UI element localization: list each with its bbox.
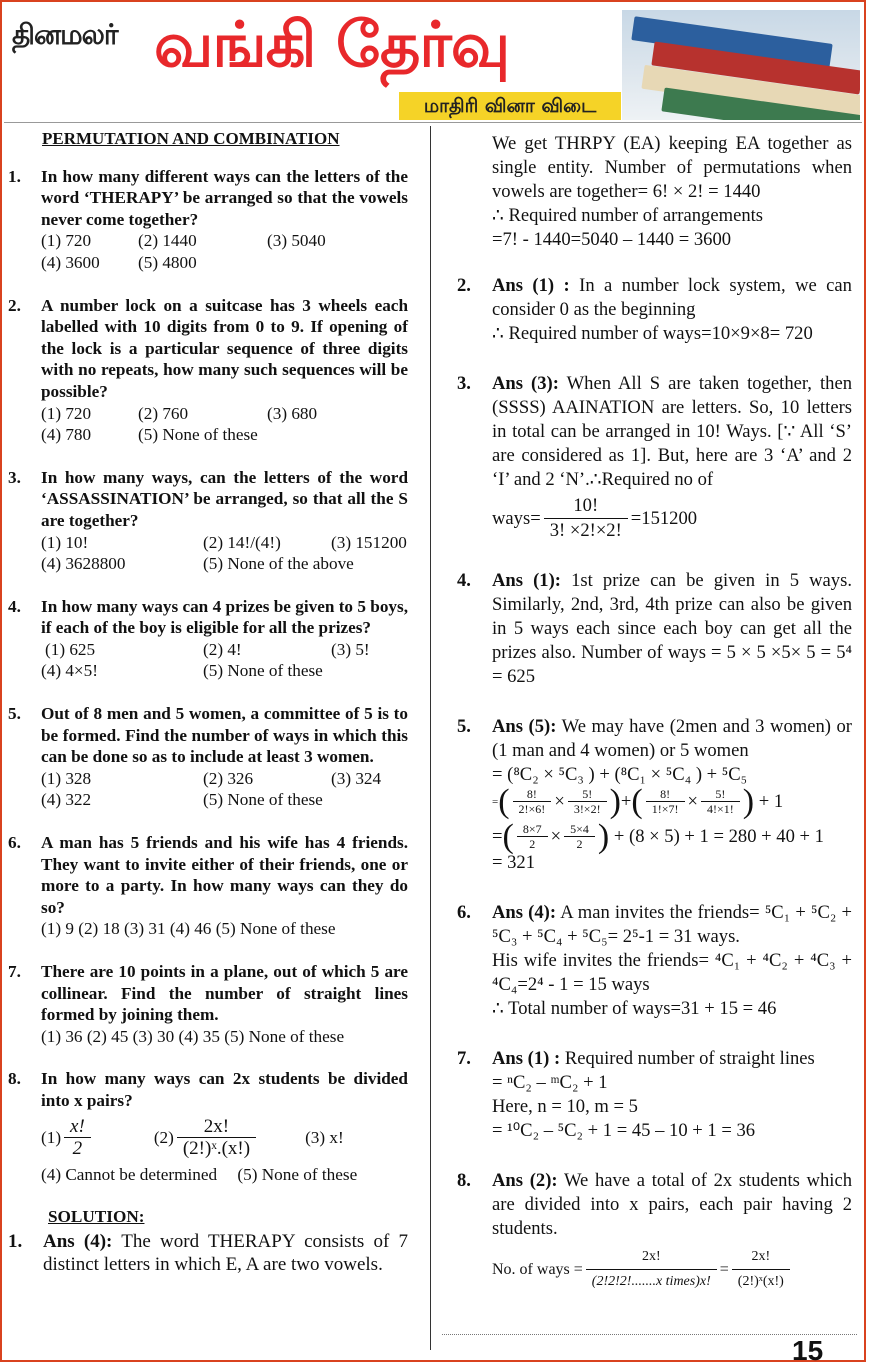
- option: (1) 720: [41, 403, 92, 423]
- formula: = ( $\frac{8!}{2!\times 6!}$ × $\frac{5!}{3!\times 2!}$ ) + ( $\frac{8!}{1!\times 7!}$ × $\frac{5!}{4!\times 1!}$ ) + 1: [492, 782, 784, 820]
- formula: [492, 1245, 852, 1294]
- question-6: [8, 832, 408, 940]
- option: (5) None of the above: [203, 554, 354, 574]
- option: (3) 5040: [267, 231, 326, 251]
- question-1: [8, 166, 408, 274]
- banner-title: வங்கி தேர்வு: [154, 8, 510, 81]
- option: (4) 780: [41, 425, 92, 445]
- fraction: [64, 1116, 91, 1160]
- answer-text: A man invites the friends= ⁵C₁ + ⁵C₂ + ⁵C₃ + ⁵C₄ + ⁵C₅= 2⁵-1 = 31 ways.: [492, 902, 852, 947]
- question-text: In how many different ways can the letters of the word ‘THERAPY’ be arranged so that the vowels never come together?: [41, 166, 408, 229]
- question-4: [8, 596, 408, 682]
- options: [41, 768, 408, 811]
- option: (1) 625: [45, 639, 96, 659]
- answer-4: [457, 569, 852, 689]
- fraction: [544, 494, 628, 543]
- question-8: [8, 1068, 408, 1185]
- fraction: [513, 787, 552, 816]
- answer-line: = ⁿC₂ – ᵐC₂ + 1: [492, 1072, 608, 1093]
- question-text: A man has 5 friends and his wife has 4 friends. They want to invite either of their friends, one or more to a party. In how many ways can they do so?: [41, 833, 408, 917]
- column-divider: [430, 126, 431, 1350]
- option: (4) Cannot be determined: [41, 1164, 218, 1184]
- option: (3) x!: [305, 1127, 344, 1147]
- answer-number: 7.: [457, 1048, 471, 1069]
- answer-number: 8.: [457, 1170, 471, 1191]
- answer-line: = 321: [492, 852, 536, 873]
- fraction-options: [41, 1116, 408, 1160]
- answer-text: In a number lock system, we can consider 0 as the beginning: [492, 275, 852, 320]
- option: (1) 10!: [41, 532, 89, 552]
- answer-line: His wife invites the friends= ⁴C₁ + ⁴C₂ + ⁴C₃ + ⁴C₄=2⁴ - 1 = 15 ways: [492, 950, 852, 995]
- question-2: [8, 295, 408, 446]
- question-number: 8.: [8, 1069, 21, 1089]
- option: (2) 4!: [203, 639, 242, 659]
- masthead: [4, 4, 862, 123]
- options: (1) 9 (2) 18 (3) 31 (4) 46 (5) None of these: [41, 919, 336, 939]
- answer-number: 6.: [457, 902, 471, 923]
- answer-text: The word THERAPY consists of 7 distinct letters in which E, A are two vowels.: [43, 1230, 408, 1275]
- question-text: In how many ways can 2x students be divided into x pairs?: [41, 1069, 408, 1110]
- option: (5) None of these: [203, 790, 323, 810]
- denominator: (2!)ˣ(x!): [737, 1274, 784, 1289]
- numerator: 8!: [646, 787, 685, 802]
- option: (3) 151200: [331, 532, 407, 552]
- options: (1) 36 (2) 45 (3) 30 (4) 35 (5) None of these: [41, 1026, 345, 1046]
- option: (3) 324: [331, 768, 382, 788]
- option: (4) 322: [41, 790, 92, 810]
- question-7: [8, 961, 408, 1047]
- answer-3: [457, 372, 852, 543]
- formula-label: ways=: [492, 507, 541, 529]
- fraction: [646, 787, 685, 816]
- denominator: 2: [576, 837, 583, 851]
- option: (3) 5!: [331, 639, 370, 659]
- fraction: [177, 1116, 256, 1160]
- formula-result: =151200: [630, 507, 698, 529]
- question-text: A number lock on a suitcase has 3 wheels each labelled with 10 digits from 0 to 9. If opening of the lock is a particular sequence of three digits with no repeats, how many such sequences will be possible?: [41, 295, 408, 401]
- answer-text: We get THRPY (EA) keeping EA together as single entity. Number of permutations when vowels are together= 6! × 2! = 1440: [492, 133, 852, 202]
- answer-text: We may have (2men and 3 women) or (1 man and 4 women) or 5 women: [492, 716, 853, 761]
- option: (2) 14!/(4!): [203, 532, 281, 552]
- question-number: 2.: [8, 295, 21, 315]
- answer-key: Ans (4):: [43, 1230, 113, 1252]
- answer-5: [457, 715, 852, 875]
- option: (4) 3628800: [41, 554, 126, 574]
- fraction: [568, 787, 607, 816]
- question-number: 6.: [8, 833, 21, 853]
- question-number: 3.: [8, 467, 21, 487]
- dinamalar-logo: தினமலர்: [12, 18, 118, 51]
- question-5: [8, 703, 408, 811]
- books-image: [622, 10, 860, 120]
- option: (5) None of these: [138, 425, 258, 445]
- numerator: 10!: [544, 494, 628, 519]
- answer-line: = (⁸C₂ × ⁵C₃ ) + (⁸C₁ × ⁵C₄ ) + ⁵C₅: [492, 764, 748, 785]
- answer-1: [8, 1230, 408, 1276]
- options: [41, 532, 408, 575]
- option: (5) 4800: [138, 252, 197, 272]
- fraction: [517, 822, 548, 851]
- denominator: (2!)ˣ.(x!): [182, 1138, 251, 1160]
- option: (3) 680: [267, 403, 318, 423]
- answer-7: [457, 1047, 852, 1143]
- answer-number: 2.: [457, 275, 471, 296]
- answer-line: Here, n = 10, m = 5: [492, 1096, 638, 1117]
- answer-key: Ans (3):: [492, 373, 559, 394]
- page-number: 15: [792, 1335, 824, 1366]
- denominator: 2: [529, 837, 536, 851]
- answer-6: [457, 901, 852, 1021]
- questions-column: [8, 128, 408, 1302]
- formula-tail: + (8 × 5) + 1 = 280 + 40 + 1: [613, 825, 824, 847]
- options: [41, 639, 408, 682]
- fraction: [701, 787, 740, 816]
- options: [41, 403, 408, 446]
- solution-heading: SOLUTION:: [48, 1207, 145, 1227]
- question-3: [8, 467, 408, 575]
- banner-subtitle: மாதிரி வினா விடை: [399, 92, 621, 120]
- option: (5) None of these: [237, 1164, 358, 1184]
- numerator: x!: [64, 1116, 91, 1139]
- answer-8: [457, 1169, 852, 1294]
- equals-sign: =: [719, 1260, 729, 1278]
- answer-key: Ans (5):: [492, 716, 557, 737]
- question-number: 4.: [8, 596, 21, 616]
- option: (2) 1440: [138, 231, 197, 251]
- denominator: 4!×1!: [707, 802, 734, 816]
- denominator: 2: [72, 1138, 83, 1160]
- answer-text: We have a total of 2x students which are divided into x pairs, each pair having 2 students.: [492, 1170, 852, 1239]
- numerator: 2x!: [586, 1245, 717, 1270]
- question-text: There are 10 points in a plane, out of which 5 are collinear. Find the number of straight lines formed by joining them.: [41, 962, 408, 1025]
- answer-line: = ¹⁰C₂ – ⁵C₂ + 1 = 45 – 10 + 1 = 36: [492, 1120, 756, 1141]
- option-label: (2): [153, 1127, 174, 1147]
- question-number: 1.: [8, 166, 21, 186]
- option-label: (1): [41, 1127, 62, 1147]
- numerator: 2x!: [732, 1245, 790, 1270]
- question-number: 5.: [8, 704, 21, 724]
- denominator: 3! ×2!×2!: [549, 520, 622, 541]
- answer-line: ∴ Required number of ways=10×9×8= 720: [492, 323, 813, 344]
- answer-key: Ans (1):: [492, 570, 561, 591]
- options: [41, 1164, 408, 1186]
- answer-text: Required number of straight lines: [564, 1048, 815, 1069]
- section-heading: PERMUTATION AND COMBINATION: [42, 129, 340, 148]
- numerator: 5!: [568, 787, 607, 802]
- answer-number: 4.: [457, 570, 471, 591]
- fraction: [732, 1245, 790, 1294]
- answer-text: When All S are taken together, then (SSSS) AAINATION are letters. So, 10 letters in total can be arranged in 10! Ways. [∵ All ‘S’ are considered as 1]. But, here are 3 ‘A’ and 2 ‘I’ and 2 ‘N’.∴Required no of: [492, 373, 852, 490]
- formula: [492, 494, 852, 543]
- answer-key: Ans (1) :: [492, 275, 570, 296]
- answer-key: Ans (1) :: [492, 1048, 561, 1069]
- answer-number: 1.: [8, 1230, 23, 1252]
- answer-line: ∴ Total number of ways=31 + 15 = 46: [492, 998, 777, 1019]
- denominator: 1!×7!: [651, 802, 679, 816]
- question-text: In how many ways, can the letters of the word ‘ASSASSINATION’ be arranged, so that all the S are together?: [41, 467, 408, 530]
- answer-1-continued: [457, 132, 852, 252]
- option: (2) 326: [203, 768, 254, 788]
- option: (1) 720: [41, 231, 92, 251]
- options: [41, 230, 408, 273]
- formula-label: No. of ways =: [492, 1260, 583, 1278]
- fraction: [564, 822, 595, 851]
- answer-key: Ans (4):: [492, 902, 557, 923]
- denominator: 2!×6!: [518, 802, 546, 816]
- solutions-column: [457, 132, 852, 1320]
- formula-tail: + 1: [758, 790, 784, 812]
- numerator: 8!: [513, 787, 552, 802]
- question-text: Out of 8 men and 5 women, a committee of 5 is to be formed. Find the number of ways in which this can be done so as to include at least 3 women.: [41, 704, 408, 767]
- answer-key: Ans (2):: [492, 1170, 558, 1191]
- numerator: 8×7: [517, 822, 548, 837]
- numerator: 2x!: [177, 1116, 256, 1139]
- option: (5) None of these: [203, 661, 323, 681]
- denominator: (2!2!2!.......x times)x!: [591, 1274, 711, 1289]
- answer-number: 5.: [457, 716, 471, 737]
- answer-line: ∴ Required number of arrangements: [492, 205, 764, 226]
- option: (1) 328: [41, 768, 92, 788]
- option: (2) 760: [138, 403, 189, 423]
- answer-text: 1st prize can be given in 5 ways. Similarly, 2nd, 3rd, 4th prize can also be given in 5 ways each since each boy can get all the prizes also. Number of ways = 5 × 5 ×5× 5 = 5⁴ = 625: [492, 570, 852, 687]
- numerator: 5×4: [564, 822, 595, 837]
- fraction: [586, 1245, 717, 1294]
- question-text: In how many ways can 4 prizes be given to 5 boys, if each of the boy is eligible for all the prizes?: [41, 596, 408, 638]
- formula: = ( $\frac{8\times 7}{2}$ × $\frac{5\times 4}{2}$ ) + (8 × 5) + 1 = 280 + 40 + 1: [492, 817, 824, 855]
- denominator: 3!×2!: [573, 802, 601, 816]
- option: (4) 4×5!: [41, 661, 98, 681]
- option: (4) 3600: [41, 252, 100, 272]
- numerator: 5!: [701, 787, 740, 802]
- answer-number: 3.: [457, 373, 471, 394]
- answer-2: [457, 274, 852, 346]
- answer-line: =7! - 1440=5040 – 1440 = 3600: [492, 229, 732, 250]
- question-number: 7.: [8, 962, 21, 981]
